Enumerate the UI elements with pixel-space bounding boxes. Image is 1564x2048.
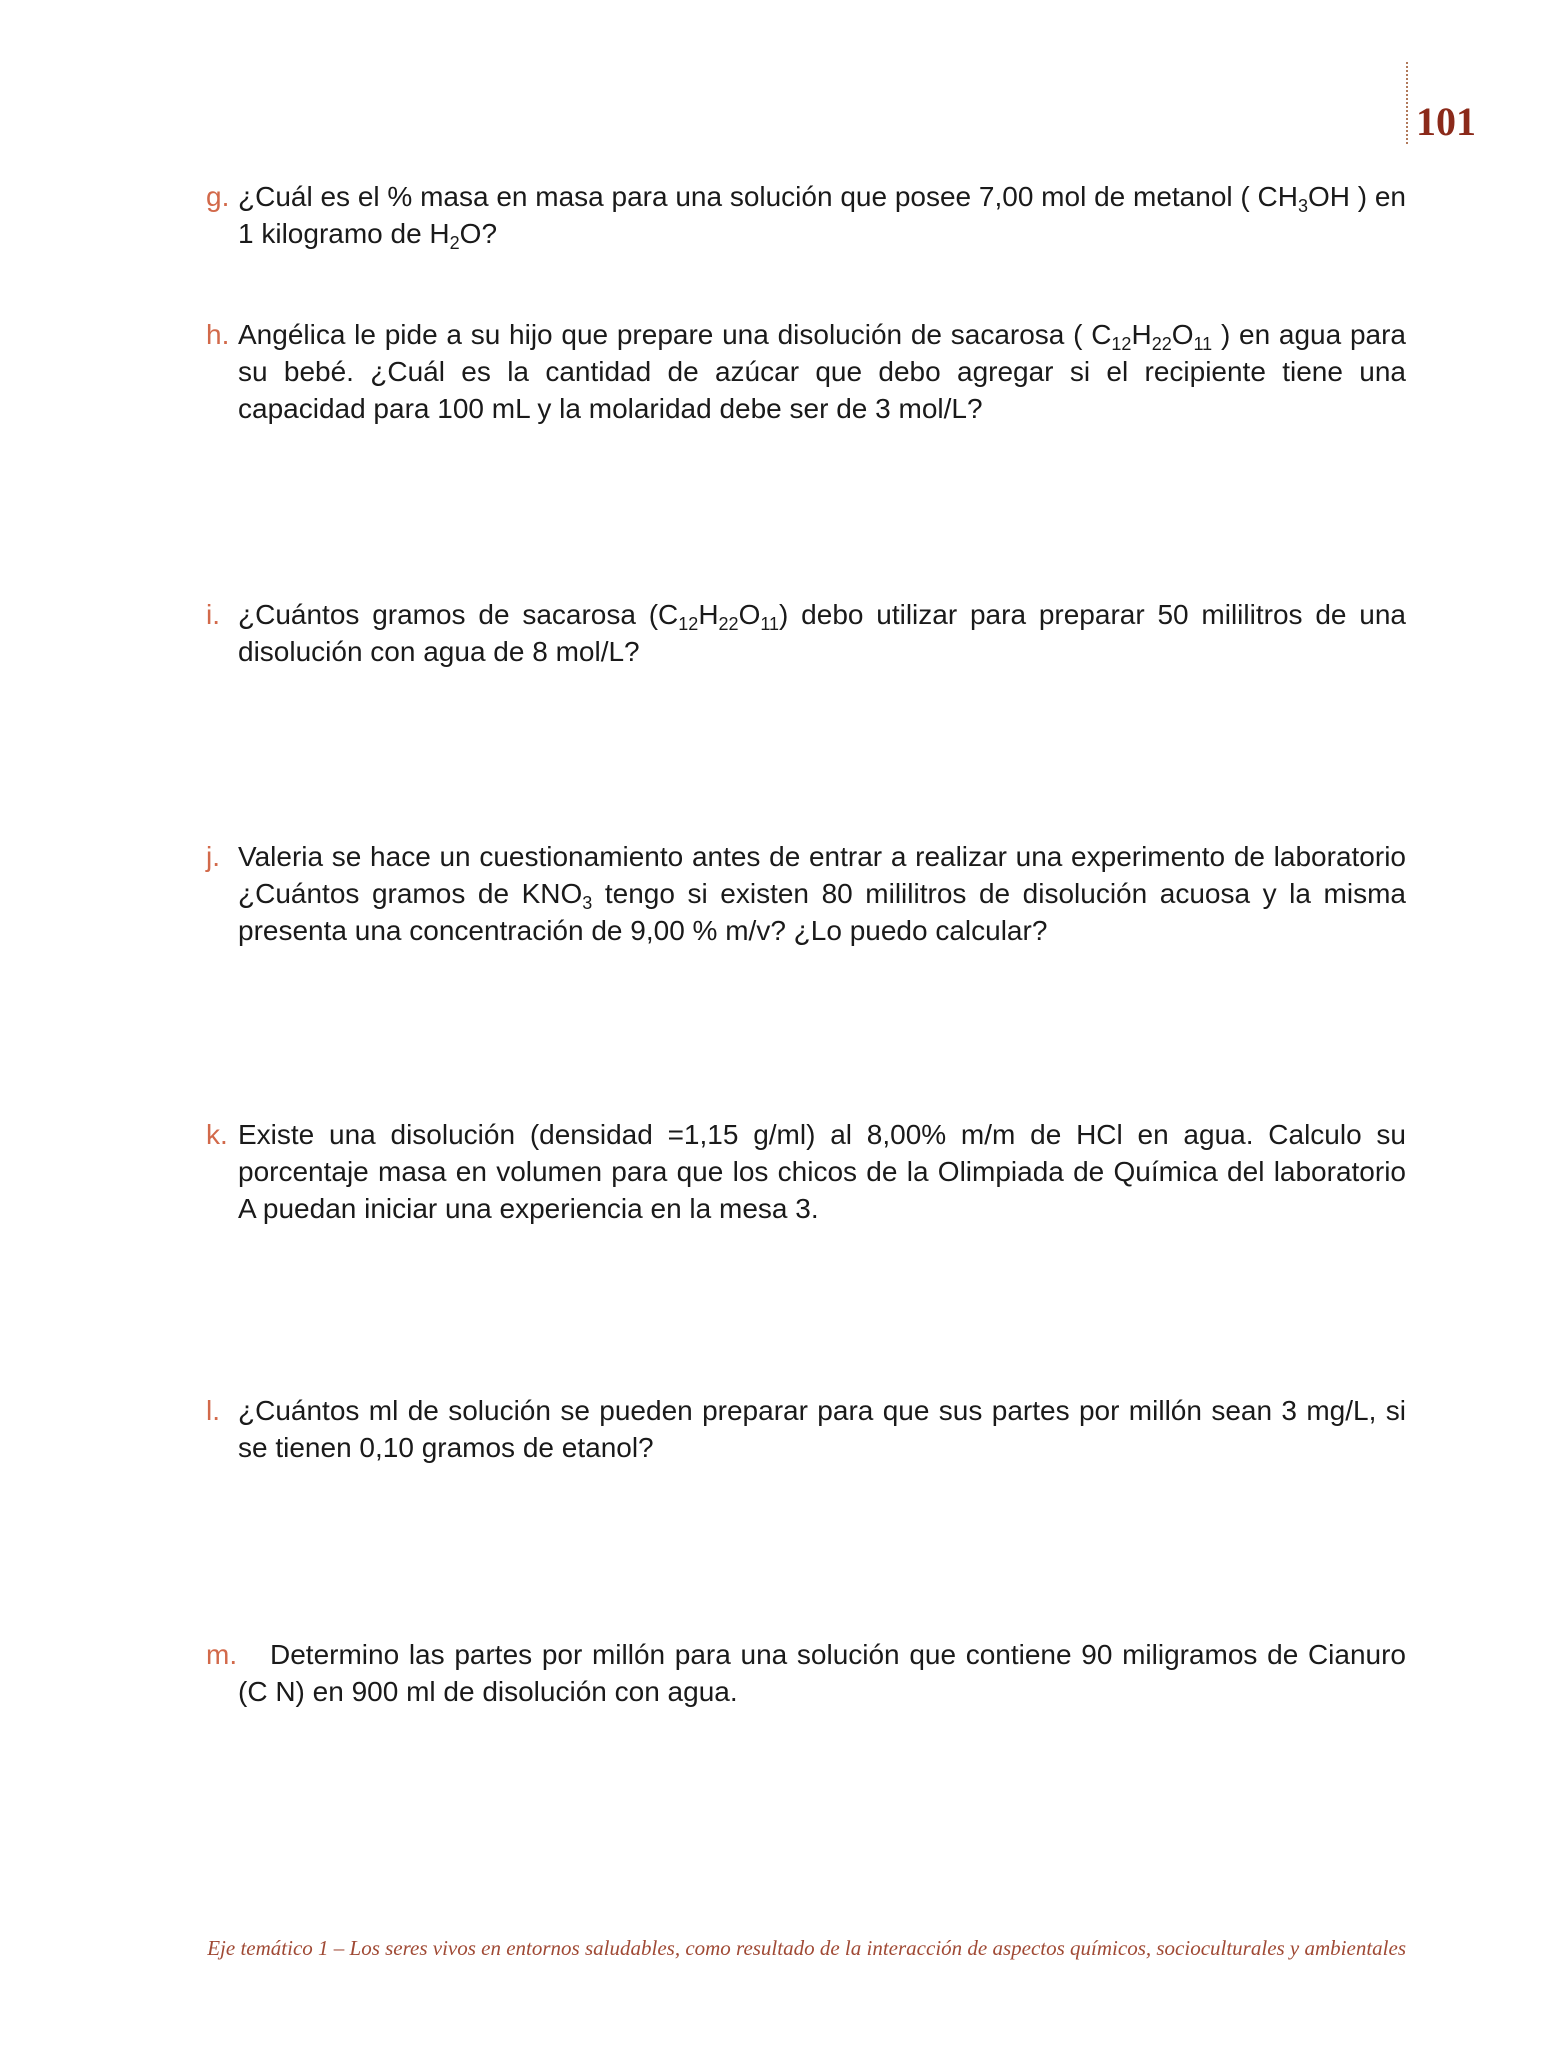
footer-theme: Eje temático 1 – Los seres vivos en entornos saludables, como resultado de la interacción de aspectos químicos, socioculturales y ambientales — [207, 1936, 1406, 1960]
subscript: 11 — [760, 614, 780, 634]
question-text: H — [698, 599, 719, 630]
subscript: 22 — [1151, 334, 1172, 354]
question-letter: h. — [206, 319, 230, 350]
question-m — [206, 1636, 1406, 1710]
question-letter: m. — [206, 1639, 238, 1670]
question-text: ) en agua para su bebé. ¿Cuál es la cantidad de azúcar que debo agregar si el recipiente tiene una capacidad para 100 mL y la molaridad debe ser de 3 mol/L? — [238, 319, 1406, 424]
question-text: O — [1171, 319, 1194, 350]
page-number: 101 — [1416, 99, 1476, 144]
question-text: tengo si existen 80 mililitros de disolución acuosa y la misma presenta una concentración de 9,00 % m/v? ¿Lo puedo calcular? — [238, 878, 1406, 946]
question-i — [206, 596, 1406, 670]
question-text: Valeria se hace un cuestionamiento antes de entrar a realizar una experimento de laboratorio ¿Cuántos gramos de KNO — [238, 841, 1406, 909]
subscript: 2 — [449, 233, 460, 253]
question-text: ¿Cuántos gramos de sacarosa (C — [238, 599, 679, 630]
question-letter: i. — [206, 599, 220, 630]
page-number-rule — [1406, 62, 1408, 144]
question-letter: j. — [206, 841, 220, 872]
question-text: ¿Cuántos ml de solución se pueden preparar para que sus partes por millón sean 3 mg/L, si se tienen 0,10 gramos de etanol? — [238, 1395, 1406, 1463]
question-l — [206, 1392, 1406, 1466]
question-text: OH ) en 1 kilogramo de H — [238, 181, 1406, 249]
question-letter: g. — [206, 181, 230, 212]
question-text: Determino las partes por millón para una solución que contiene 90 miligramos de Cianuro (C N) en 900 ml de disolución con agua. — [238, 1639, 1406, 1707]
question-letter: k. — [206, 1119, 228, 1150]
question-text: Angélica le pide a su hijo que prepare una disolución de sacarosa ( C — [238, 319, 1112, 350]
question-k — [206, 1116, 1406, 1227]
subscript: 12 — [1111, 334, 1132, 354]
subscript: 11 — [1193, 334, 1213, 354]
question-text: H — [1131, 319, 1152, 350]
subscript: 22 — [718, 614, 739, 634]
question-letter: l. — [206, 1395, 220, 1426]
subscript: 3 — [1297, 196, 1308, 216]
subscript: 3 — [582, 893, 593, 913]
question-text: O? — [459, 218, 498, 249]
question-j — [206, 838, 1406, 949]
question-text: ¿Cuál es el % masa en masa para una solución que posee 7,00 mol de metanol ( CH — [238, 181, 1298, 212]
subscript: 12 — [678, 614, 699, 634]
question-text: Existe una disolución (densidad =1,15 g/ml) al 8,00% m/m de HCl en agua. Calculo su porcentaje masa en volumen para que los chicos de la Olimpiada de Química del laboratorio A puedan iniciar una experiencia en la mesa 3. — [238, 1119, 1406, 1224]
question-text: ) debo utilizar para preparar 50 mililitros de una disolución con agua de 8 mol/L? — [238, 599, 1406, 667]
question-h — [206, 316, 1406, 427]
question-g — [206, 178, 1406, 252]
question-text: O — [738, 599, 761, 630]
